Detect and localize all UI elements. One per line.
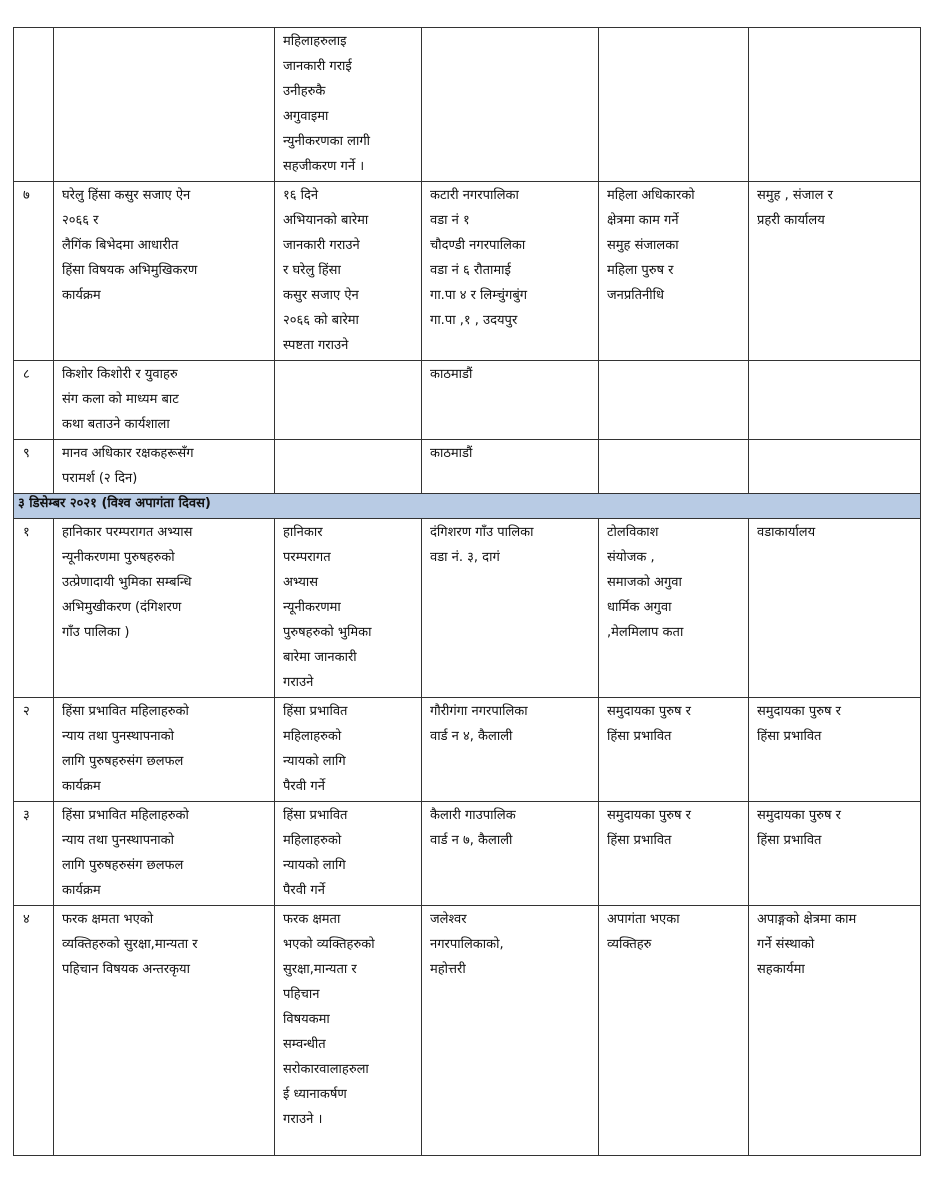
table-row xyxy=(14,440,921,494)
row-number xyxy=(14,28,54,182)
program-cell: फरक क्षमता भएको व्यक्तिहरुको सुरक्षा,मान्यता र पहिचान विषयक अन्तरकृया xyxy=(54,906,275,1156)
location-cell: काठमाडौं xyxy=(422,361,599,440)
program-cell: किशोर किशोरी र युवाहरु संग कला को माध्यम बाट कथा बताउने कार्यशाला xyxy=(54,361,275,440)
row-number: ७ xyxy=(14,182,54,361)
participants-cell: समुदायका पुरुष र हिंसा प्रभावित xyxy=(599,802,749,906)
program-cell xyxy=(54,28,275,182)
objective-cell: हिंसा प्रभावित महिलाहरुको न्यायको लागि पैरवी गर्ने xyxy=(275,802,422,906)
objective-cell xyxy=(275,361,422,440)
participants-cell: महिला अधिकारको क्षेत्रमा काम गर्ने समुह संजालका महिला पुरुष र जनप्रतिनीधि xyxy=(599,182,749,361)
partner-cell: अपाङ्गको क्षेत्रमा काम गर्ने संस्थाको सहकार्यमा xyxy=(749,906,921,1156)
objective-cell: हानिकार परम्परागत अभ्यास न्यूनीकरणमा पुरुषहरुको भुमिका बारेमा जानकारी गराउने xyxy=(275,519,422,698)
table-row xyxy=(14,182,921,361)
partner-cell: समुदायका पुरुष र हिंसा प्रभावित xyxy=(749,698,921,802)
table-row xyxy=(14,802,921,906)
program-cell: घरेलु हिंसा कसुर सजाए ऐन २०६६ र लैगिंक बिभेदमा आधारीत हिंसा विषयक अभिमुखिकरण कार्यक्रम xyxy=(54,182,275,361)
table-row xyxy=(14,906,921,1156)
program-cell: मानव अधिकार रक्षकहरूसँग परामर्श (२ दिन) xyxy=(54,440,275,494)
table-row xyxy=(14,698,921,802)
row-number: ३ xyxy=(14,802,54,906)
objective-cell: फरक क्षमता भएको व्यक्तिहरुको सुरक्षा,मान्यता र पहिचान विषयकमा सम्वन्धीत सरोकारवालाहरुला ई ध्यानाकर्षण गराउने । xyxy=(275,906,422,1156)
objective-cell: १६ दिने अभियानको बारेमा जानकारी गराउने र घरेलु हिंसा कसुर सजाए ऐन २०६६ को बारेमा स्पष्टता गराउने xyxy=(275,182,422,361)
table-row xyxy=(14,361,921,440)
section-header-row xyxy=(14,494,921,519)
partner-cell: वडाकार्यालय xyxy=(749,519,921,698)
location-cell: गौरीगंगा नगरपालिका वार्ड न ४, कैलाली xyxy=(422,698,599,802)
objective-cell: हिंसा प्रभावित महिलाहरुको न्यायको लागि पैरवी गर्ने xyxy=(275,698,422,802)
location-cell: कैलारी गाउपालिक वार्ड न ७, कैलाली xyxy=(422,802,599,906)
location-cell: काठमाडौं xyxy=(422,440,599,494)
partner-cell xyxy=(749,440,921,494)
section-header: ३ डिसेम्बर २०२१ (विश्व अपागंता दिवस) xyxy=(14,494,921,519)
participants-cell xyxy=(599,28,749,182)
row-number: ८ xyxy=(14,361,54,440)
activity-table xyxy=(13,27,921,1156)
partner-cell: समुह , संजाल र प्रहरी कार्यालय xyxy=(749,182,921,361)
row-number: १ xyxy=(14,519,54,698)
table-row xyxy=(14,519,921,698)
location-cell: जलेश्वर नगरपालिकाको, महोत्तरी xyxy=(422,906,599,1156)
program-cell: हानिकार परम्परागत अभ्यास न्यूनीकरणमा पुरुषहरुको उत्प्रेणादायी भुमिका सम्बन्धि अभिमुखीकरण (दंगिशरण गाँउ पालिका ) xyxy=(54,519,275,698)
row-number: ९ xyxy=(14,440,54,494)
participants-cell: अपागंता भएका व्यक्तिहरु xyxy=(599,906,749,1156)
location-cell xyxy=(422,28,599,182)
program-cell: हिंसा प्रभावित महिलाहरुको न्याय तथा पुनस्थापनाको लागि पुरुषहरुसंग छलफल कार्यक्रम xyxy=(54,698,275,802)
table-row xyxy=(14,28,921,182)
objective-cell: महिलाहरुलाइ जानकारी गराई उनीहरुकै अगुवाइमा न्युनीकरणका लागी सहजीकरण गर्ने । xyxy=(275,28,422,182)
participants-cell: टोलविकाश संयोजक , समाजको अगुवा धार्मिक अगुवा ,मेलमिलाप कता xyxy=(599,519,749,698)
location-cell: कटारी नगरपालिका वडा नं १ चौदण्डी नगरपालिका वडा नं ६ रौतामाई गा.पा ४ र लिम्चुंगबुंग गा.पा ,१ , उदयपुर xyxy=(422,182,599,361)
participants-cell xyxy=(599,361,749,440)
participants-cell xyxy=(599,440,749,494)
partner-cell: समुदायका पुरुष र हिंसा प्रभावित xyxy=(749,802,921,906)
program-cell: हिंसा प्रभावित महिलाहरुको न्याय तथा पुनस्थापनाको लागि पुरुषहरुसंग छलफल कार्यक्रम xyxy=(54,802,275,906)
partner-cell xyxy=(749,28,921,182)
partner-cell xyxy=(749,361,921,440)
row-number: ४ xyxy=(14,906,54,1156)
location-cell: दंगिशरण गाँउ पालिका वडा नं. ३, दागं xyxy=(422,519,599,698)
participants-cell: समुदायका पुरुष र हिंसा प्रभावित xyxy=(599,698,749,802)
row-number: २ xyxy=(14,698,54,802)
objective-cell xyxy=(275,440,422,494)
